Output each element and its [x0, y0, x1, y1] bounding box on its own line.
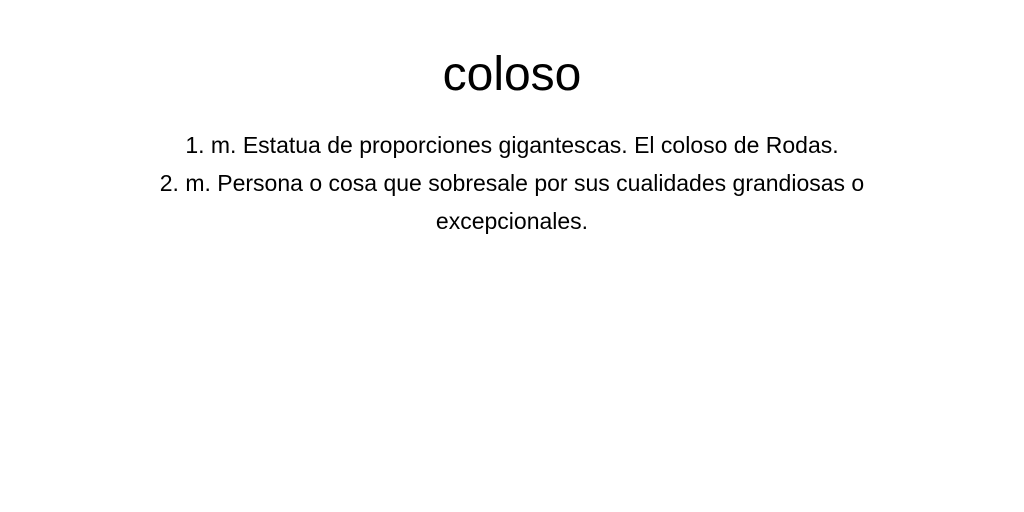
headword: coloso	[442, 48, 582, 101]
definition-1: 1. m. Estatua de proporciones gigantescas. El coloso de Rodas.	[185, 132, 839, 158]
definition-list	[112, 126, 912, 240]
definition-2: 2. m. Persona o cosa que sobresale por sus cualidades grandiosas o excepcionales.	[159, 170, 865, 234]
